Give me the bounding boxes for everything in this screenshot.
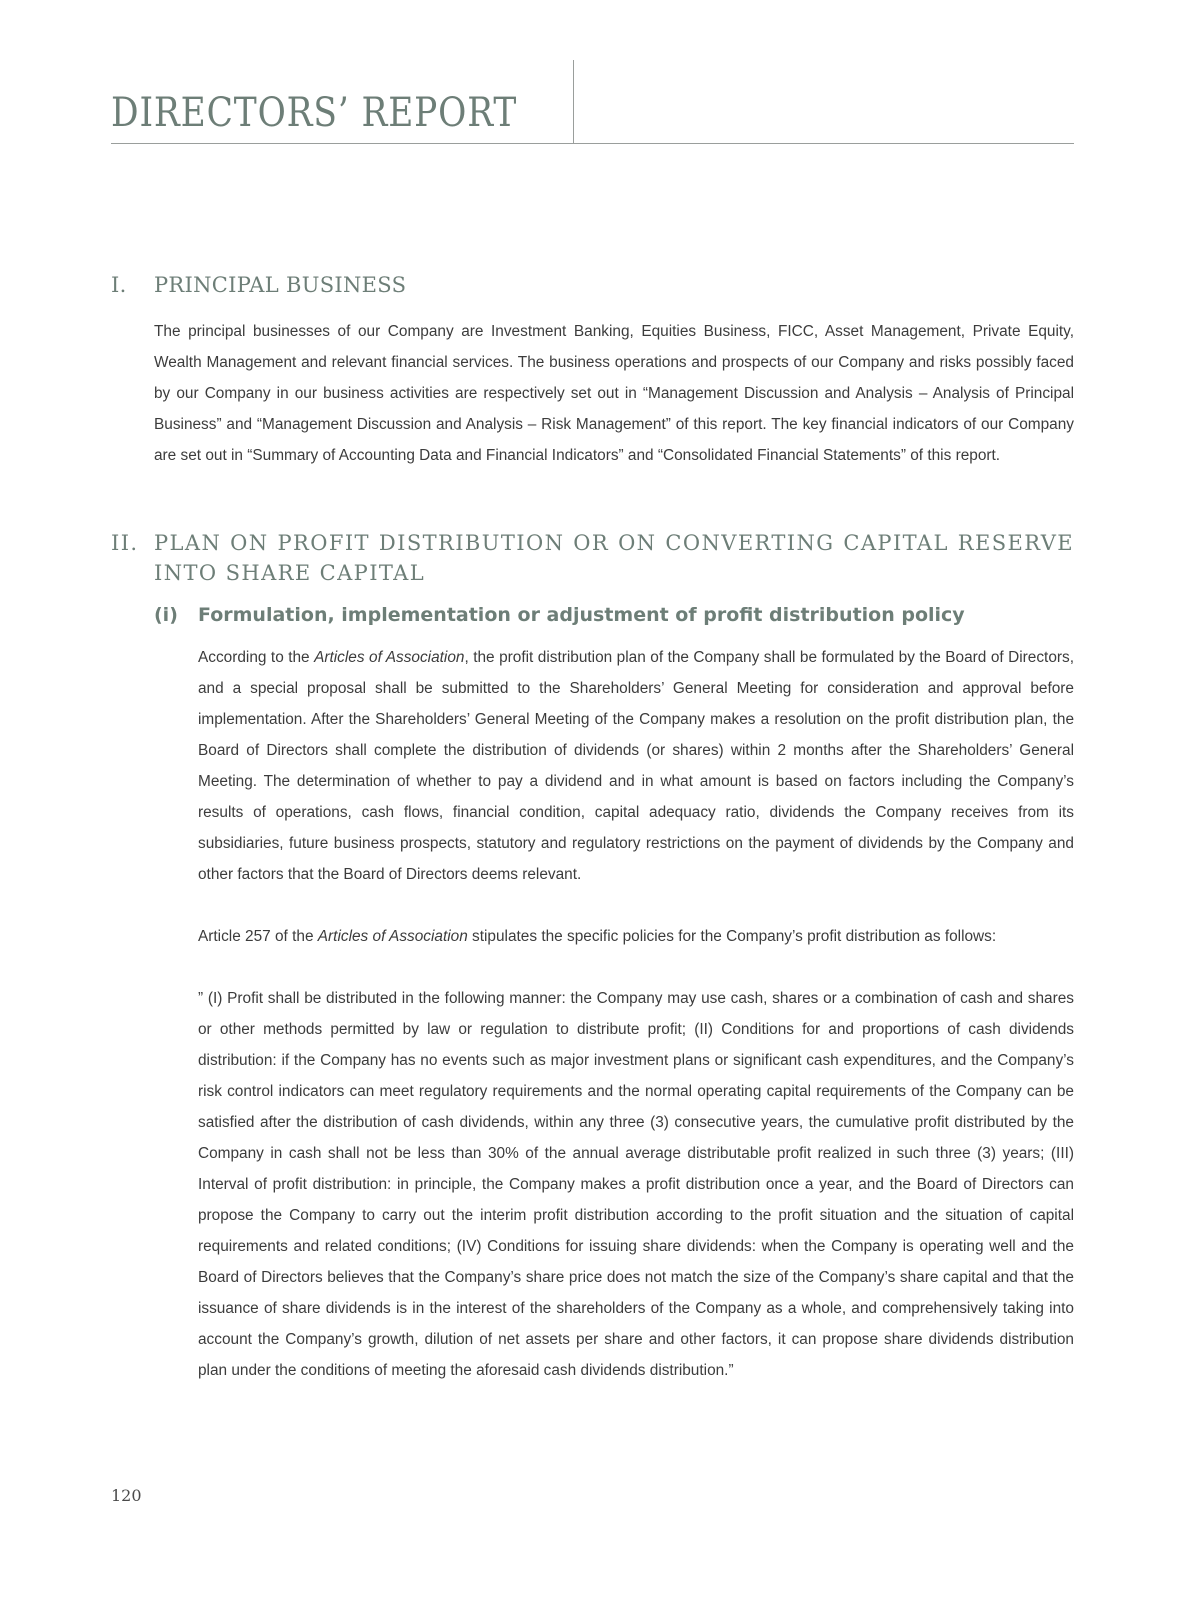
- section-title: PLAN ON PROFIT DISTRIBUTION OR ON CONVERTING CAPITAL RESERVE INTO SHARE CAPITAL: [154, 531, 1074, 585]
- subsection-heading: [154, 600, 1074, 630]
- page-title: DIRECTORS’ REPORT: [111, 90, 518, 136]
- italic-reference: Articles of Association: [314, 649, 465, 666]
- header-vertical-divider: [573, 60, 574, 143]
- page-header: [111, 60, 1074, 144]
- section-title: PRINCIPAL BUSINESS: [154, 273, 407, 297]
- paragraph-articles-policy: [198, 642, 1074, 890]
- paragraph-spacer: [198, 952, 1074, 983]
- paragraph: The principal businesses of our Company are Investment Banking, Equities Business, FICC, Asset Management, Private Equity, Wealth Management and relevant financial services. The business operations and prospects of our Company and risks possibly faced by our Company in our business activities are respectively set out in “Management Discussion and Analysis – Analysis of Principal Business” and “Management Discussion and Analysis – Risk Management” of this report. The key financial indicators of our Company are set out in “Summary of Accounting Data and Financial Indicators” and “Consolidated Financial Statements” of this report.: [154, 323, 1074, 464]
- italic-reference: Articles of Association: [317, 928, 468, 945]
- text-run: Article 257 of the: [198, 928, 318, 945]
- paragraph-spacer: [198, 890, 1074, 921]
- paragraph-article-257: [198, 921, 1074, 952]
- text-run: , the profit distribution plan of the Company shall be formulated by the Board of Directors, and a special proposal shall be submitted to the Shareholders’ General Meeting for consideration and approval before implementation. After the Shareholders’ General Meeting of the Company makes a resolution on the profit distribution plan, the Board of Directors shall complete the distribution of dividends (or shares) within 2 months after the Shareholders’ General Meeting. The determination of whether to pay a dividend and in what amount is based on factors including the Company’s results of operations, cash flows, financial condition, capital adequacy ratio, dividends the Company receives from its subsidiaries, future business prospects, statutory and regulatory restrictions on the payment of dividends by the Company and other factors that the Board of Directors deems relevant.: [198, 649, 1074, 883]
- paragraph-quoted-policy: [198, 983, 1074, 1386]
- page-number: 120: [111, 1486, 142, 1505]
- section-number: II.: [111, 531, 139, 555]
- subsection-body: [198, 642, 1074, 1386]
- subsection-title: Formulation, implementation or adjustment of profit distribution policy: [198, 604, 965, 626]
- subsection-number: (i): [154, 604, 178, 626]
- text-run: According to the: [198, 649, 315, 666]
- section-heading: [111, 528, 1074, 588]
- section-profit-distribution-plan: [111, 528, 1074, 1386]
- section-number: I.: [111, 273, 127, 297]
- section-principal-business: [111, 270, 1074, 471]
- text-run: ” (I) Profit shall be distributed in the following manner: the Company may use cash, shares or a combination of cash and shares or other methods permitted by law or regulation to distribute profit; (II) Conditions for and proportions of cash dividends distribution: if the Company has no events such as major investment plans or significant cash expenditures, and the Company’s risk control indicators can meet regulatory requirements and the normal operating capital requirements of the Company can be satisfied after the distribution of cash dividends, within any three (3) consecutive years, the cumulative profit distributed by the Company in cash shall not be less than 30% of the annual average distributable profit realized in such three (3) years; (III) Interval of profit distribution: in principle, the Company makes a profit distribution once a year, and the Board of Directors can propose the Company to carry out the interim profit distribution according to the profit situation and the situation of capital requirements and related conditions; (IV) Conditions for issuing share dividends: when the Company is operating well and the Board of Directors believes that the Company’s share price does not match the size of the Company’s share capital and that the issuance of share dividends is in the interest of the shareholders of the Company as a whole, and comprehensively taking into account the Company’s growth, dilution of net assets per share and other factors, it can propose share dividends distribution plan under the conditions of meeting the aforesaid cash dividends distribution.”: [198, 990, 1074, 1379]
- text-run: stipulates the specific policies for the Company’s profit distribution as follows:: [467, 928, 997, 945]
- section-heading: [111, 270, 1074, 300]
